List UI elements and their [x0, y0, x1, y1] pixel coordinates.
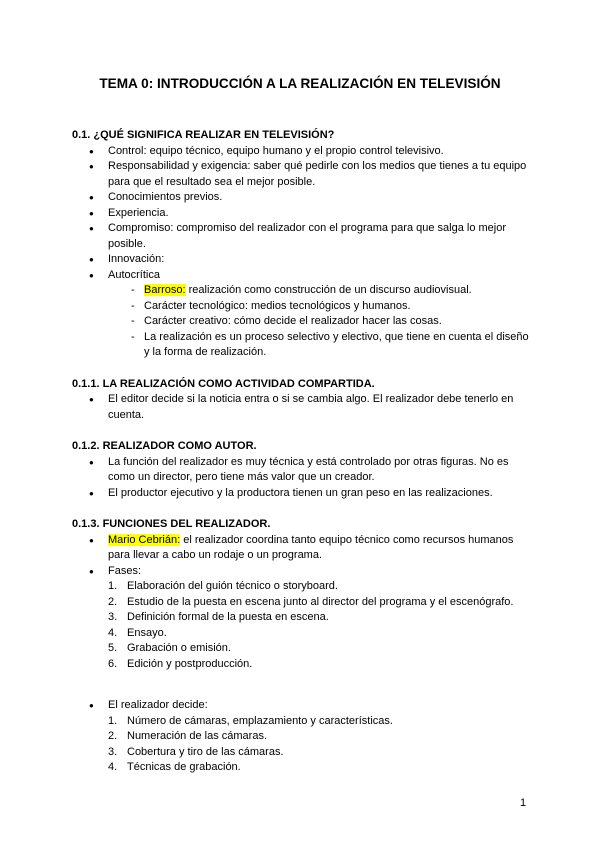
document-body	[72, 128, 532, 776]
highlighted-author: Mario Cebrián:	[108, 533, 181, 546]
list-item: - Carácter creativo: cómo decide el realizador hacer las cosas.	[108, 314, 532, 330]
list-item: 1. Número de cámaras, emplazamiento y características.	[108, 714, 393, 727]
list-item: ● Fases:	[72, 564, 532, 580]
list-item: ● El realizador decide:	[72, 698, 532, 714]
list-item: ● El editor decide si la noticia entra o si se cambia algo. El realizador debe tenerlo en cuenta.	[72, 392, 532, 423]
list-item: 4. Ensayo.	[108, 626, 167, 639]
list-item: 6. Edición y postproducción.	[108, 657, 253, 670]
list-item: ● Innovación:	[72, 252, 532, 268]
list-item: 5. Grabación o emisión.	[108, 642, 231, 654]
list-item: ● Control: equipo técnico, equipo humano y el propio control televisivo.	[72, 144, 532, 160]
bullet-list	[72, 698, 532, 714]
list-item: ● La función del realizador es muy técnica y está controlado por otras figuras. No es como un director, pero tiene más valor que un creador.	[72, 455, 532, 486]
highlighted-author: Barroso:	[144, 284, 186, 296]
list-item: 3. Cobertura y tiro de las cámaras.	[108, 745, 284, 758]
phases-list	[108, 579, 532, 672]
section-heading-0-1: 0.1. ¿QUÉ SIGNIFICA REALIZAR EN TELEVISIÓN?	[72, 129, 335, 141]
list-item	[72, 533, 532, 564]
list-item: ● El productor ejecutivo y la productora tienen un gran peso en las realizaciones.	[72, 486, 532, 502]
page-number: 1	[520, 797, 527, 809]
list-item: ● Responsabilidad y exigencia: saber qué pedirle con los medios que tienes a tu equipo para que el resultado sea el mejor posible.	[72, 159, 532, 190]
list-item: - Carácter tecnológico: medios tecnológicos y humanos.	[108, 299, 532, 315]
list-item: ● Conocimientos previos.	[72, 190, 532, 206]
list-item: 3. Definición formal de la puesta en escena.	[108, 611, 329, 623]
bullet-list	[72, 144, 532, 284]
bullet-list	[72, 455, 532, 502]
list-item: 2. Numeración de las cámaras.	[108, 730, 268, 742]
list-item: 2. Estudio de la puesta en escena junto al director del programa y el escenógrafo.	[108, 595, 514, 608]
list-item: ● Compromiso: compromiso del realizador con el programa para que salga lo mejor posible.	[72, 221, 532, 252]
dash-list	[108, 283, 532, 361]
list-item-text: el realizador coordina tanto equipo técnico como recursos humanos para llevar a cabo un rodaje o un programa.	[108, 533, 514, 561]
section-heading-0-1-2: 0.1.2. REALIZADOR COMO AUTOR.	[72, 440, 257, 452]
list-item: ● Experiencia.	[72, 206, 532, 222]
list-item-text: realización como construcción de un discurso audiovisual.	[185, 284, 472, 296]
list-item: ● Autocrítica	[72, 268, 532, 284]
list-item	[108, 283, 532, 299]
list-item: 4. Técnicas de grabación.	[108, 761, 241, 773]
list-item: - La realización es un proceso selectivo y electivo, que tiene en cuenta el diseño y la forma de realización.	[108, 330, 532, 361]
document-title: TEMA 0: INTRODUCCIÓN A LA REALIZACIÓN EN TELEVISIÓN	[99, 76, 501, 91]
bullet-list	[72, 392, 532, 423]
section-heading-0-1-3: 0.1.3. FUNCIONES DEL REALIZADOR.	[72, 518, 271, 530]
section-heading-0-1-1: 0.1.1. LA REALIZACIÓN COMO ACTIVIDAD COMPARTIDA.	[72, 377, 375, 390]
bullet-list	[72, 533, 532, 580]
decides-list	[108, 714, 532, 776]
list-item: 1. Elaboración del guión técnico o storyboard.	[108, 580, 338, 592]
